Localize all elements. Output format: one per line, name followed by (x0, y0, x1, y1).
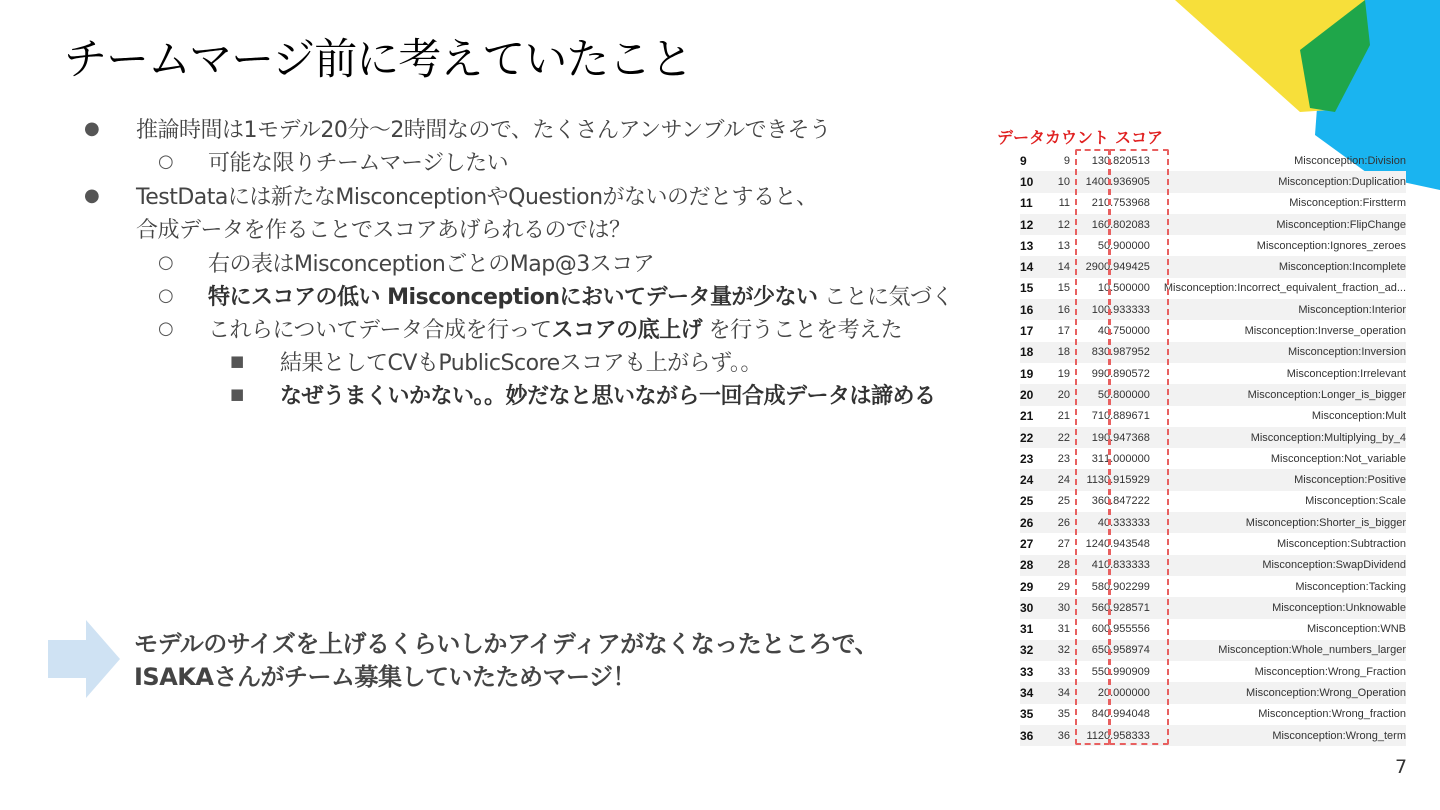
bullet-item (208, 313, 902, 344)
row-id-cell: 36 (1057, 729, 1070, 742)
data-count-cell: 58 (1091, 580, 1104, 593)
misconception-name-cell: Misconception:Interior (1298, 303, 1406, 316)
data-count-cell: 56 (1091, 601, 1104, 614)
bullet-item (280, 379, 936, 410)
row-id-cell: 20 (1057, 388, 1070, 401)
misconception-name-cell: Misconception:Wrong_Fraction (1254, 665, 1406, 678)
score-cell: 0.990909 (1104, 665, 1150, 678)
header-data-count: データカウント (997, 128, 1110, 147)
row-index-cell: 14 (1020, 260, 1034, 275)
score-cell: 0.753968 (1104, 197, 1150, 210)
misconception-name-cell: Misconception:Duplication (1278, 175, 1406, 188)
score-cell: 0.915929 (1104, 474, 1150, 487)
row-id-cell: 19 (1057, 367, 1070, 380)
row-id-cell: 16 (1057, 303, 1070, 316)
row-id-cell: 31 (1057, 623, 1070, 636)
row-index-cell: 13 (1020, 238, 1034, 253)
score-cell: 0.928571 (1104, 601, 1150, 614)
row-id-cell: 35 (1057, 708, 1070, 721)
row-index-cell: 16 (1020, 302, 1034, 317)
row-index-cell: 35 (1020, 707, 1034, 722)
row-id-cell: 23 (1057, 452, 1070, 465)
row-index-cell: 34 (1020, 686, 1034, 701)
data-count-cell: 4 (1097, 516, 1104, 529)
score-cell: 0.955556 (1104, 623, 1150, 636)
row-id-cell: 11 (1058, 197, 1070, 210)
misconception-name-cell: Misconception:Inversion (1287, 346, 1406, 359)
row-index-cell: 31 (1020, 622, 1034, 637)
row-id-cell: 22 (1057, 431, 1070, 444)
row-id-cell: 9 (1063, 154, 1070, 167)
data-count-cell: 124 (1085, 537, 1104, 550)
bullet-item (208, 247, 654, 278)
bullet-marker: ● (84, 118, 100, 139)
bullet-item (136, 113, 831, 144)
callout-line-2: ISAKAさんがチーム募集していたためマージ！ (134, 663, 636, 691)
data-count-cell: 5 (1097, 239, 1104, 252)
misconception-name-cell: Misconception:FlipChange (1276, 218, 1406, 231)
row-index-cell: 24 (1020, 473, 1034, 488)
row-id-cell: 21 (1057, 410, 1070, 423)
row-id-cell: 24 (1057, 474, 1070, 487)
data-count-cell: 41 (1091, 559, 1104, 572)
score-cell: 0.802083 (1104, 218, 1150, 231)
data-count-cell: 112 (1086, 729, 1104, 742)
row-id-cell: 25 (1057, 495, 1070, 508)
row-index-cell: 21 (1020, 409, 1034, 424)
row-id-cell: 15 (1057, 282, 1070, 295)
misconception-name-cell: Misconception:Not_variable (1270, 452, 1406, 465)
row-index-cell: 17 (1020, 324, 1034, 339)
bullet-text: 合成データを作ることでスコアあげられるのでは？ (136, 218, 631, 243)
header-score: スコア (1115, 128, 1164, 147)
bullet-marker: ● (84, 185, 100, 206)
row-index-cell: 15 (1020, 281, 1034, 296)
data-count-cell: 83 (1091, 346, 1104, 359)
row-id-cell: 13 (1057, 239, 1070, 252)
data-count-cell: 36 (1091, 495, 1104, 508)
page-title: チームマージ前に考えていたこと (64, 35, 693, 85)
row-index-cell: 30 (1020, 600, 1034, 615)
bullet-item (208, 146, 508, 177)
bullet-text: TestDataには新たなMisconceptionやQuestionがないのだとすると、 (136, 185, 818, 210)
misconception-name-cell: Misconception:Whole_numbers_larger (1218, 644, 1406, 657)
bullet-marker: ○ (158, 252, 174, 273)
row-id-cell: 12 (1057, 218, 1070, 231)
data-count-cell: 31 (1091, 452, 1104, 465)
bullet-text: 可能な限りチームマージしたい (208, 151, 509, 176)
row-id-cell: 10 (1057, 175, 1070, 188)
score-cell: 0.333333 (1104, 516, 1150, 529)
row-index-cell: 33 (1020, 664, 1034, 679)
row-index-cell: 29 (1020, 579, 1034, 594)
score-cell: 0.902299 (1104, 580, 1150, 593)
row-id-cell: 32 (1057, 644, 1070, 657)
data-count-cell: 84 (1091, 708, 1104, 721)
misconception-name-cell: Misconception:Irrelevant (1286, 367, 1406, 380)
data-count-cell: 65 (1091, 644, 1104, 657)
score-cell: 0.820513 (1104, 154, 1150, 167)
misconception-name-cell: Misconception:Longer_is_bigger (1247, 388, 1406, 401)
score-cell: 0.800000 (1104, 388, 1150, 401)
score-cell: 0.000000 (1104, 687, 1150, 700)
row-index-cell: 25 (1020, 494, 1034, 509)
score-cell: 0.987952 (1104, 346, 1150, 359)
score-cell: 0.947368 (1104, 431, 1150, 444)
row-index-cell: 26 (1020, 515, 1034, 530)
data-count-cell: 10 (1091, 303, 1104, 316)
bullet-marker: ■ (230, 352, 245, 370)
misconception-name-cell: Misconception:Inverse_operation (1244, 325, 1406, 338)
row-id-cell: 26 (1057, 516, 1070, 529)
callout-line-1: モデルのサイズを上げるくらいしかアイディアがなくなったところで、 (134, 630, 879, 658)
row-index-cell: 23 (1020, 451, 1034, 466)
data-count-cell: 60 (1091, 623, 1104, 636)
score-cell: 1.000000 (1104, 452, 1150, 465)
bullet-marker: ■ (230, 385, 245, 403)
misconception-name-cell: Misconception:Wrong_term (1272, 729, 1406, 742)
row-index-cell: 22 (1020, 430, 1034, 445)
row-id-cell: 27 (1057, 537, 1070, 550)
bullet-text: これらについてデータ合成を行って (208, 318, 552, 343)
misconception-name-cell: Misconception:Incomplete (1278, 261, 1406, 274)
bullet-text: 結果としてCVもPublicScoreスコアも上がらず。。 (280, 351, 762, 376)
bullet-item (136, 180, 818, 211)
misconception-name-cell: Misconception:Unknowable (1272, 601, 1406, 614)
score-cell: 0.994048 (1104, 708, 1150, 721)
score-cell: 0.889671 (1104, 410, 1150, 423)
bullet-item (208, 280, 953, 311)
misconception-name-cell: Misconception:Subtraction (1276, 537, 1406, 550)
data-count-cell: 4 (1097, 325, 1104, 338)
misconception-name-cell: Misconception:Ignores_zeroes (1256, 239, 1406, 252)
count-column-highlight (1075, 149, 1110, 745)
row-index-cell: 11 (1020, 196, 1033, 211)
bullet-item (280, 346, 762, 377)
misconception-name-cell: Misconception:Wrong_fraction (1258, 708, 1406, 721)
score-cell: 0.750000 (1104, 325, 1150, 338)
row-id-cell: 30 (1057, 601, 1070, 614)
data-count-cell: 19 (1091, 431, 1104, 444)
row-index-cell: 27 (1020, 536, 1034, 551)
row-id-cell: 17 (1057, 325, 1070, 338)
score-cell: 0.949425 (1104, 261, 1150, 274)
row-id-cell: 28 (1057, 559, 1070, 572)
row-index-cell: 36 (1020, 728, 1034, 743)
data-count-cell: 1 (1097, 282, 1104, 295)
row-index-cell: 10 (1020, 174, 1034, 189)
row-index-cell: 32 (1020, 643, 1034, 658)
misconception-name-cell: Misconception:Tacking (1295, 580, 1406, 593)
score-cell: 0.933333 (1104, 303, 1150, 316)
arrow-right-icon (48, 620, 120, 698)
bullet-text: ことに気づく (817, 285, 954, 310)
score-cell: 0.890572 (1104, 367, 1150, 380)
data-count-cell: 140 (1085, 175, 1104, 188)
bullet-bold-text: なぜうまくいかない。。妙だなと思いながら一回合成データは諦める (280, 384, 936, 409)
row-id-cell: 29 (1057, 580, 1070, 593)
misconception-name-cell: Misconception:Shorter_is_bigger (1245, 516, 1406, 529)
data-count-cell: 290 (1085, 261, 1104, 274)
bullet-marker: ○ (158, 285, 174, 306)
row-index-cell: 12 (1020, 217, 1034, 232)
misconception-name-cell: Misconception:Multiplying_by_4 (1250, 431, 1406, 444)
bullet-text: を行うことを考えた (702, 318, 903, 343)
misconception-name-cell: Misconception:Scale (1305, 495, 1406, 508)
data-count-cell: 55 (1091, 665, 1104, 678)
misconception-name-cell: Misconception:Firstterm (1289, 197, 1406, 210)
bullet-bold-text: スコアの底上げ (551, 318, 703, 343)
score-column-highlight (1109, 149, 1169, 745)
bullet-item-continuation (136, 213, 631, 244)
score-cell: 0.833333 (1104, 559, 1150, 572)
misconception-name-cell: Misconception:Incorrect_equivalent_fraction_ad... (1163, 282, 1406, 295)
bullet-marker: ○ (158, 318, 174, 339)
score-cell: 0.900000 (1104, 239, 1150, 252)
data-count-cell: 71 (1091, 410, 1104, 423)
score-cell: 0.936905 (1104, 175, 1150, 188)
misconception-name-cell: Misconception:Positive (1294, 474, 1406, 487)
data-count-cell: 113 (1086, 474, 1104, 487)
data-count-cell: 5 (1097, 388, 1104, 401)
misconception-name-cell: Misconception:Division (1294, 154, 1406, 167)
data-count-cell: 13 (1091, 154, 1104, 167)
data-count-cell: 2 (1097, 687, 1104, 700)
row-index-cell: 20 (1020, 387, 1034, 402)
row-index-cell: 9 (1020, 153, 1027, 168)
page-number: 7 (1395, 756, 1408, 778)
score-cell: 0.958974 (1104, 644, 1150, 657)
data-count-cell: 16 (1091, 218, 1104, 231)
misconception-name-cell: Misconception:SwapDividend (1262, 559, 1406, 572)
score-cell: 0.943548 (1104, 537, 1150, 550)
row-id-cell: 33 (1057, 665, 1070, 678)
bullet-text: 推論時間は1モデル20分〜2時間なので、たくさんアンサンブルできそう (136, 118, 831, 143)
row-id-cell: 18 (1057, 346, 1070, 359)
row-id-cell: 14 (1057, 261, 1070, 274)
row-index-cell: 19 (1020, 366, 1034, 381)
score-cell: 0.958333 (1104, 729, 1150, 742)
bullet-bold-text: 特にスコアの低い Misconceptionにおいてデータ量が少ない (208, 285, 818, 310)
row-index-cell: 28 (1020, 558, 1034, 573)
bullet-text: 右の表はMisconceptionごとのMap@3スコア (208, 252, 655, 277)
data-count-cell: 21 (1091, 197, 1104, 210)
row-index-cell: 18 (1020, 345, 1034, 360)
score-cell: 0.500000 (1104, 282, 1150, 295)
score-cell: 0.847222 (1104, 495, 1150, 508)
misconception-name-cell: Misconception:Mult (1311, 410, 1406, 423)
data-count-cell: 99 (1091, 367, 1104, 380)
bullet-marker: ○ (158, 151, 174, 172)
row-id-cell: 34 (1057, 687, 1070, 700)
misconception-name-cell: Misconception:WNB (1306, 623, 1406, 636)
misconception-name-cell: Misconception:Wrong_Operation (1246, 687, 1406, 700)
